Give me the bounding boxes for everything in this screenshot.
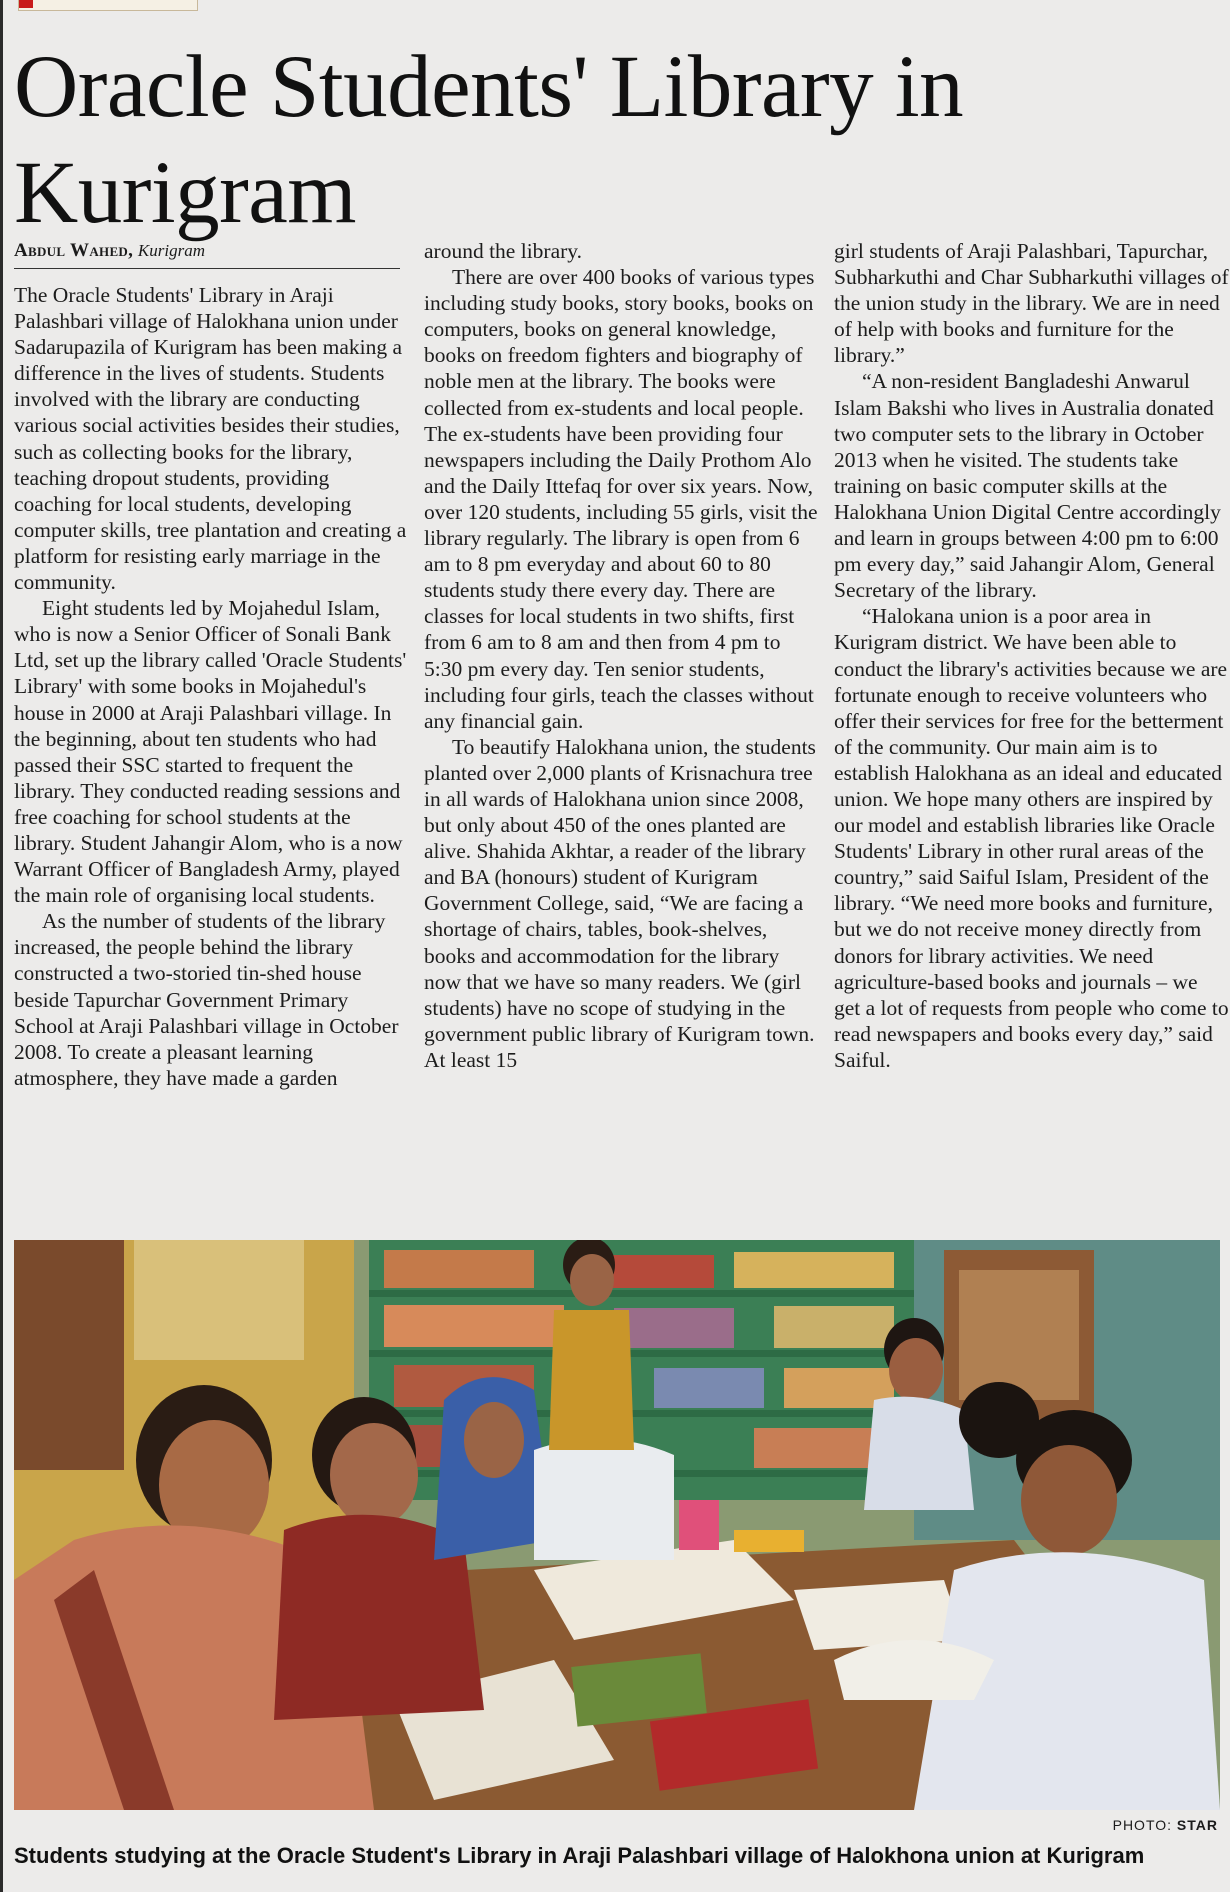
article-paragraph: Eight students led by Mojahedul Islam, who is now a Senior Officer of Sonali Bank Ltd, set up the library called 'Oracle Students' Library' with some books in Mojahedul's house in 2000 at Araji Palashbari village. In the beginning, about ten students who had passed their SSC started to frequent the library. They conducted reading sessions and free coaching for school students at the library. Student Jahangir Alom, who is a now Warrant Officer of Bangladesh Army, played the main role of organising local students. [14, 596, 407, 908]
article-paragraph: girl students of Araji Palashbari, Tapurchar, Subharkuthi and Char Subharkuthi villages of the union study in the library. We are in need of help with books and furniture for the library.” [834, 239, 1229, 368]
byline-author: Abdul Wahed, [14, 240, 134, 261]
left-margin-rule [0, 0, 3, 1892]
article-column-1 [14, 282, 409, 1091]
article-headline: Oracle Students' Library in Kurigram [14, 38, 964, 242]
library-photo-illustration [14, 1240, 1220, 1810]
article-column-2 [424, 238, 819, 1073]
article-paragraph: “A non-resident Bangladeshi Anwarul Islam Bakshi who lives in Australia donated two computer sets to the library in October 2013 when he visited. The students take training on basic computer skills at the Halokhana Union Digital Centre accordingly and learn in groups between 4:00 pm to 6:00 pm every day,” said Jahangir Alom, General Secretary of the library. [834, 369, 1221, 603]
article-paragraph: around the library. [424, 239, 583, 263]
article-column-3 [834, 238, 1229, 1073]
article-paragraph: To beautify Halokhana union, the students planted over 2,000 plants of Krisnachura tree in all wards of Halokhana union since 2008, but only about 450 of the ones planted are alive. Shahida Akhtar, a reader of the library and BA (honours) student of Kurigram Government College, said, “We are facing a shortage of chairs, tables, book-shelves, books and accommodation for the library now that we have so many readers. We (girl students) have no scope of studying in the government public library of Kurigram town. At least 15 [424, 734, 816, 1072]
article-paragraph: As the number of students of the library increased, the people behind the library constructed a two-storied tin-shed house beside Tapurchar Government Primary School at Araji Palashbari village in October 2008. To create a pleasant learning atmosphere, they have made a garden [14, 909, 399, 1090]
byline-location: Kurigram [137, 241, 205, 260]
section-masthead-tab [18, 0, 198, 11]
article-paragraph: There are over 400 books of various types including study books, story books, books on computers, books on general knowledge, books on freedom fighters and biography of noble men at the library. The books were collected from ex-students and local people. The ex-students have been providing four newspapers including the Daily Prothom Alo and the Daily Ittefaq for over six years. Now, over 120 students, including 55 girls, visit the library regularly. The library is open from 6 am to 8 pm everyday and about 60 to 80 students study there every day. There are classes for local students in two shifts, first from 6 am to 8 am and then from 4 pm to 5:30 pm every day. Ten senior students, including four girls, teach the classes without any financial gain. [424, 265, 818, 733]
article-paragraph: “Halokana union is a poor area in Kurigram district. We have been able to conduct the library's activities because we are fortunate enough to receive volunteers who offer their services for free for the betterment of the community. Our main aim is to establish Halokhana as an ideal and educated union. We hope many others are inspired by our model and establish libraries like Oracle Students' Library in other rural areas of the country,” said Saiful Islam, President of the library. “We need more books and furniture, but we do not receive money directly from donors for library activities. We need agriculture-based books and journals – we get a lot of requests from people who come to read newspapers and books every day,” said Saiful. [834, 604, 1229, 1072]
photo-credit-label: PHOTO: [1112, 1817, 1173, 1833]
library-photo [14, 1240, 1220, 1810]
article-paragraph: The Oracle Students' Library in Araji Palashbari village of Halokhana union under Sadarupazila of Kurigram has been making a difference in the lives of students. Students involved with the library are conducting various social activities besides their studies, such as collecting books for the library, teaching dropout students, providing coaching for local students, developing computer skills, tree plantation and creating a platform for resisting early marriage in the community. [14, 283, 407, 595]
photo-credit-source: STAR [1176, 1817, 1218, 1833]
masthead-red-mark [19, 0, 33, 8]
byline [14, 240, 400, 269]
photo-credit [1113, 1817, 1218, 1833]
photo-caption: Students studying at the Oracle Student's Library in Araji Palashbari village of Halokhona union at Kurigram [14, 1843, 1145, 1868]
